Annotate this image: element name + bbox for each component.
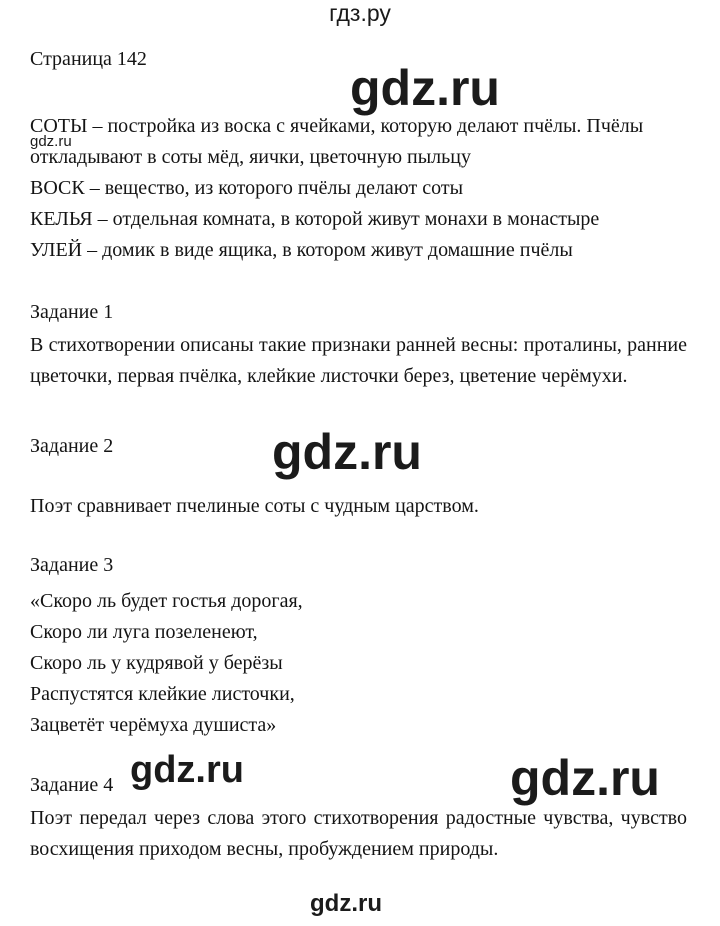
poem-line: Распустятся клейкие листочки, [30, 683, 295, 705]
task-text: Поэт передал через слова этого стихотворения радостные чувства, чувство восхищения приходом весны, пробуждением природы. [30, 807, 687, 860]
page-label: Страница 142 [30, 48, 147, 70]
glossary-line: КЕЛЬЯ – отдельная комната, в которой живут монахи в монастыре [30, 208, 600, 230]
site-title: гдз.ру [329, 0, 391, 26]
task-title: Задание 2 [30, 435, 114, 457]
gdz-watermark: gdz.ru [30, 133, 72, 150]
glossary-line: СОТЫ – постройка из воска с ячейками, которую делают пчёлы. Пчёлы [30, 115, 644, 137]
gdz-watermark: gdz.ru [272, 424, 422, 480]
poem-line: Скоро ли луга позеленеют, [30, 621, 258, 643]
task-text: В стихотворении описаны такие признаки ранней весны: проталины, ранние цветочки, первая пчёлка, клейкие листочки берез, цветение черёмухи. [30, 334, 687, 387]
gdz-watermark: gdz.ru [350, 60, 500, 116]
glossary-line: ВОСК – вещество, из которого пчёлы делают соты [30, 177, 464, 199]
gdz-watermark: gdz.ru [510, 750, 660, 806]
gdz-watermark: gdz.ru [130, 749, 244, 791]
glossary-line: откладывают в соты мёд, яички, цветочную пыльцу [30, 146, 471, 168]
gdz-watermark: gdz.ru [310, 890, 382, 917]
poem-line: Зацветёт черёмуха душиста» [30, 714, 277, 736]
glossary-line: УЛЕЙ – домик в виде ящика, в котором живут домашние пчёлы [30, 239, 573, 261]
poem-line: Скоро ль у кудрявой у берёзы [30, 652, 283, 674]
poem-line: «Скоро ль будет гостья дорогая, [30, 590, 303, 612]
task-title: Задание 3 [30, 554, 114, 576]
task-title: Задание 4 [30, 774, 114, 796]
task-title: Задание 1 [30, 301, 114, 323]
task-text: Поэт сравнивает пчелиные соты с чудным царством. [30, 495, 479, 517]
